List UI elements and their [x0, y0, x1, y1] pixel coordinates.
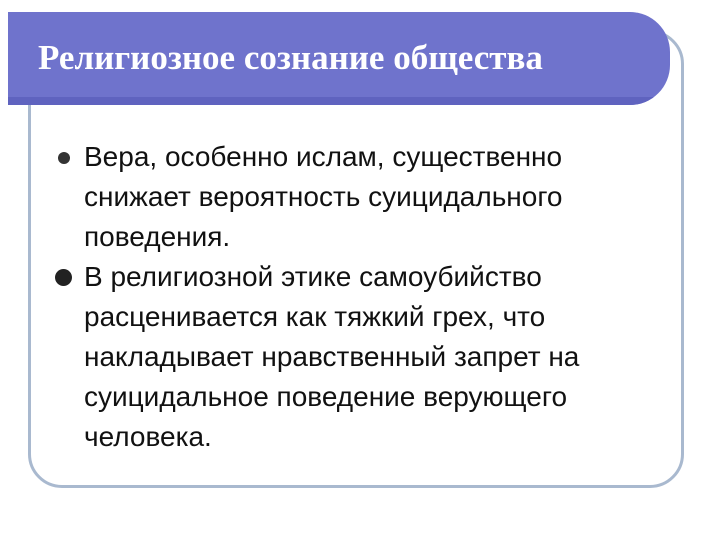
bullet-icon — [55, 269, 72, 286]
bullet-text: В религиозной этике самоубийство расценивается как тяжкий грех, что накладывает нравственный запрет на суицидальное поведение верующего человека. — [84, 261, 580, 452]
slide-title: Религиозное сознание общества — [38, 38, 543, 77]
bullet-item — [55, 257, 665, 457]
bullet-list — [55, 137, 665, 457]
bullet-text: Вера, особенно ислам, существенно снижает вероятность суицидального поведения. — [84, 141, 563, 252]
bullet-item — [55, 137, 665, 257]
title-bar — [8, 12, 670, 105]
bullet-icon — [58, 152, 70, 164]
title-underline — [8, 97, 670, 105]
